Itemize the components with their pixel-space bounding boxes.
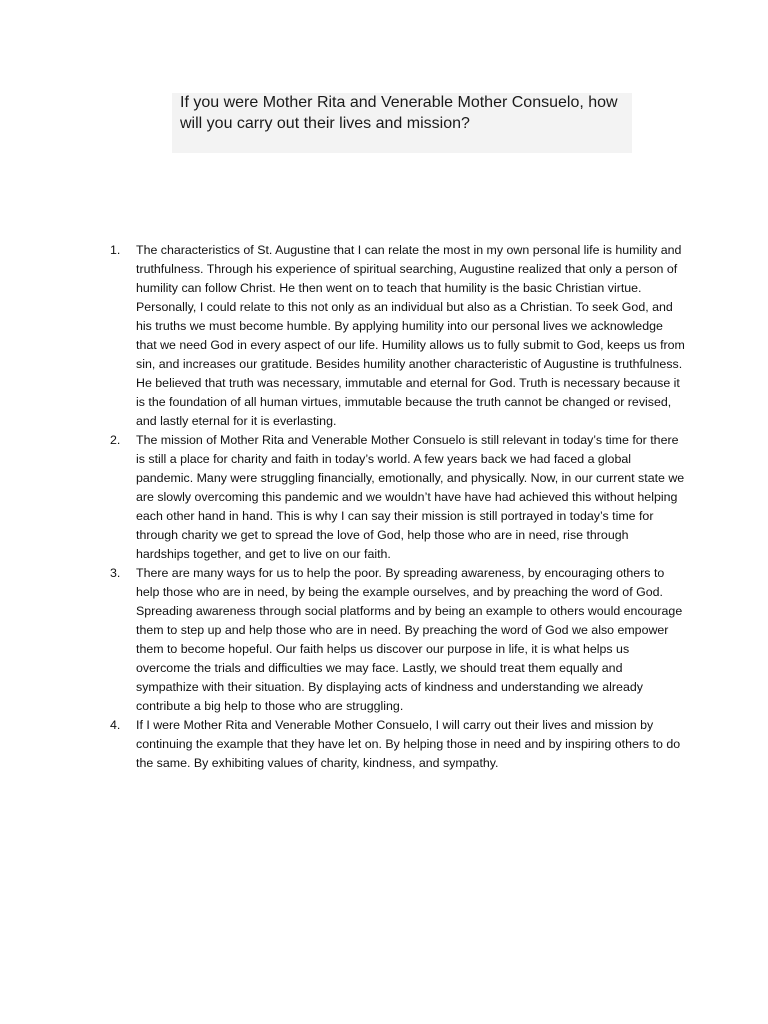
- answer-number: 1.: [110, 243, 121, 257]
- answer-number: 2.: [110, 433, 121, 447]
- answer-item: [110, 716, 685, 773]
- answer-list: [110, 241, 685, 773]
- question-text: If you were Mother Rita and Venerable Mother Consuelo, how will you carry out their lives and mission?: [180, 94, 618, 132]
- answer-item: [110, 564, 685, 716]
- answer-number: 3.: [110, 566, 121, 580]
- answer-item: [110, 241, 685, 431]
- answer-number: 4.: [110, 718, 121, 732]
- answer-text: The mission of Mother Rita and Venerable Mother Consuelo is still relevant in today’s time for there is still a place for charity and faith in today’s world. A few years back we had faced a global pandemic. Many were struggling financially, emotionally, and physically. Now, in our current state we are slowly overcoming this pandemic and we wouldn’t have have had achieved this without helping each other hand in hand. This is why I can say their mission is still portrayed in today’s time for through charity we get to spread the love of God, help those who are in need, rise through hardships together, and get to live on our faith.: [136, 433, 685, 561]
- question-box: [172, 93, 632, 153]
- answer-text: If I were Mother Rita and Venerable Mother Consuelo, I will carry out their lives and mission by continuing the example that they have let on. By helping those in need and by inspiring others to do the same. By exhibiting values of charity, kindness, and sympathy.: [136, 718, 681, 770]
- answer-item: [110, 431, 685, 564]
- answer-text: The characteristics of St. Augustine that I can relate the most in my own personal life is humility and truthfulness. Through his experience of spiritual searching, Augustine realized that only a person of humility can follow Christ. He then went on to teach that humility is the basic Christian virtue. Personally, I could relate to this not only as an individual but also as a Christian. To seek God, and his truths we must become humble. By applying humility into our personal lives we acknowledge that we need God in every aspect of our life. Humility allows us to fully submit to God, keeps us from sin, and increases our gratitude. Besides humility another characteristic of Augustine is truthfulness. He believed that truth was necessary, immutable and eternal for God. Truth is necessary because it is the foundation of all human virtues, immutable because the truth cannot be changed or revised, and lastly eternal for it is everlasting.: [136, 243, 685, 428]
- answer-text: There are many ways for us to help the poor. By spreading awareness, by encouraging others to help those who are in need, by being the example ourselves, and by preaching the word of God. Spreading awareness through social platforms and by being an example to others would encourage them to step up and help those who are in need. By preaching the word of God we also empower them to become hopeful. Our faith helps us discover our purpose in life, it is what helps us overcome the trials and difficulties we may face. Lastly, we should treat them equally and sympathize with their situation. By displaying acts of kindness and understanding we already contribute a big help to those who are struggling.: [136, 566, 683, 713]
